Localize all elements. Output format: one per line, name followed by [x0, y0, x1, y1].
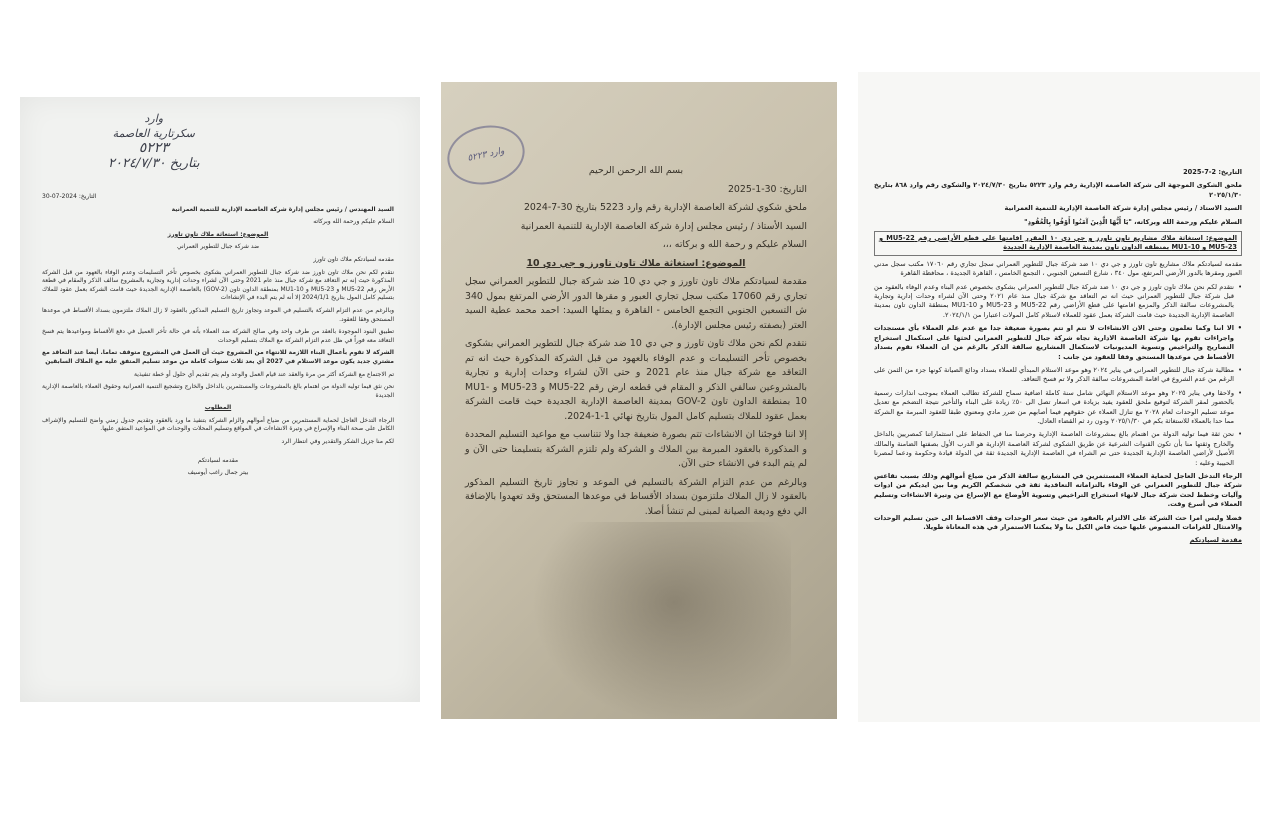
handwritten-number: ٥٢٢٣ — [138, 140, 169, 156]
closing: مقدمة لسيادتكم — [1189, 536, 1242, 545]
date-line: التاريخ: 2024-07-30 — [42, 193, 97, 200]
demands-title: المطلوب — [204, 404, 232, 412]
addressee: السيد المهندس / رئيس مجلس إدارة شركة العاصمة الإدارية للتنمية العمرانية — [171, 205, 394, 213]
point-5: • نحن ثقة فيما توليه الدولة من اهتمام بالغ بمشروعات العاصمة الإدارية وحرصنا منا في الحفاظ على استثماراتنا كمصريين بالداخل والخارج وثقتها منا بأن تكون القنوات الشرعية عن طريق الشكوى لشركة العاصمة الإدارية هو الدرب الأول بصفتها الضامنة والمالك الأصيل لأراضي العاصمة الإدارية الجديدة حتى تم الشراء في العاصمة الإدارية الجديدة ثقة في الدولة قيادة وحكومة ودعما لمصرنا الحبيبة وعليه : — [874, 430, 1242, 468]
subject: الموضوع: استغاثة ملاك تاون تاورز و جي دي 10 — [526, 257, 746, 269]
basmala: بسم الله الرحمن الرحيم — [588, 165, 684, 176]
paragraph-1: نتقدم لكم نحن ملاك تاون تاورز ضد شركة جبال للتطوير العمراني بشكوى بخصوص تأخر التسليمات وعدم الوفاء بالعهود من قبل الشركة المذكورة حيث إنه تم التعاقد مع شركة جبال منذ عام 2021 وحتى الآن لشراء وحدات إدارية وتجارية بالمشروع سالف الذكر والمقام في قطعة الأرض رقم MU5-22 و MU5-23 و MU1-10 بمنطقة الداون تاون (GOV-2) بالعاصمة الإدارية الجديدة حيث قامت الشركة بعمل عقود للملاك بتسليم كامل المول بتاريخ 2024/1/1 إلا أنه لم يتم البدء في الإنشاءات — [42, 268, 394, 302]
receipt-stamp: وارد ٥٢٢٣ — [442, 119, 530, 192]
paragraph-4: وبالرغم من عدم التزام الشركة بالتسليم في الموعد و تجاوز تاريخ التسليم المذكور بالعقود لا زال الملاك ملتزمون بسداد الأقساط في موعدها المستحق وقد تعهدوا بالإضافة الي دفع وديعة الصيانة لمبنى لم تنشأ أصلا. — [465, 476, 807, 517]
point-3: • مطالبة شركة جبال للتطوير العمراني في يناير ٢٠٢٤ وهو موعد الاستلام المبدأي للعملاء بسداد ودائع الصيانة كونها جزء من الثمن على الرغم من عدم الشروع في اقامة المشروعات سالفة الذكر ولا تم فسخ التعاقد. — [874, 366, 1242, 385]
addressee: السيد الأستاذ / رئيس مجلس إدارة شركة العاصمة الإدارية للتنمية العمرانية — [520, 220, 807, 232]
paragraph-5: تم الاجتماع مع الشركة أكثر من مرة والعقد عند قيام العمل والوعد ولم يتم تقديم أي حلول أو خطة تنفيذية — [134, 370, 394, 378]
paragraph-4: الشركة لا تقوم بأعمال البناء اللازمة للانتهاء من المشروع حيث أن العمل في المشروع متوقف تماما. أيضا عند التعاقد مع مشتري جديد يكون موعد الاستلام في 2027 أي بعد ثلاث سنوات كاملة من موعد تسليم المتفق عليه مع الملاك السابقين — [42, 349, 394, 365]
greeting: السلام عليكم ورحمة الله وبركاته — [313, 218, 394, 226]
subject: الموضوع: استغاثة ملاك تاون تاورز — [167, 230, 269, 238]
paragraph-1: مقدمة لسيادتكم ملاك تاون تاورز و جي دي 10 ضد شركة جبال للتطوير العمراني سجل تجاري رقم 17060 مكتب سجل تجاري العبور و مقرها الدور الأرضي المرتفع بمول 340 ش التسعين الجنوبي التجمع الخامس - القاهرة و يمثلها السيد: احمد محمد عطية السيد العتر (بصفته رئيس مجلس الإدارة). — [465, 276, 807, 331]
paragraph-3: إلا اننا فوجئنا ان الانشاءات تتم بصورة ضعيفة جدا ولا تتناسب مع مواعيد التسليم المحددة و المذكورة بالعقود المبرمة بين الملاك و الشركة ولم تلتزم الشركة بتسليمنا حتى الآن و لم يتم البدء في الانشاء حتى الآن. — [465, 429, 807, 469]
greeting: السلام عليكم ورحمة الله وبركاته، "يَا أَيُّهَا الَّذِينَ آمَنُوا أَوْفُوا بِالْعُقُودِ" — [1024, 217, 1242, 226]
subject: الموضوع: استغاثة ملاك مشاريع تاون تاورز و جي دي ١٠ المقرر اقامتها على قطع الأراضي رقم MU5-22 و MU5-23 و MU1-10 بمنطقه الداون تاون بمدينة العاصمة الإدارية الجديدة — [874, 231, 1242, 256]
shadow-overlay — [531, 522, 791, 719]
paragraph-2: وبالرغم من عدم التزام الشركة بالتسليم في الموعد وتجاوز تاريخ التسليم المذكور بالعقود لا زال الملاك ملتزمون بسداد الأقساط في موعدها المستحق وفقا للعقود. — [42, 306, 394, 323]
complaint-page-3 — [858, 72, 1260, 722]
complaint-page-1 — [20, 97, 420, 702]
paragraph-6: نحن نثق فيما توليه الدولة من اهتمام بالغ بالمشروعات والمستثمرين بالداخل والخارج وتشجيع التنمية العمرانية وحقوق العملاء بالعاصمة الإدارية الجديدة — [42, 383, 394, 399]
handwritten-receipt-note — [108, 111, 200, 171]
greeting: السلام عليكم و رحمة الله و بركاته ،،، — [662, 239, 807, 250]
handwritten-date: بتاريخ ٢٠٢٤/٧/٣٠ — [108, 156, 200, 171]
date-line: التاريخ: 2-7-2025 — [1183, 168, 1242, 176]
point-1: • نتقدم لكم نحن ملاك تاون تاورز و جي دي ١٠ ضد شركة جبال للتطوير العمراني بشكوى بخصوص عدم البناء وعدم الوفاء بالعقود من قبل شركة جبال للتطوير العمراني حيث انه تم التعاقد مع شركة جبال منذ عام ٢٠٢١ وحتى الآن لشراء وحدات إدارية وتجارية بالمشروعات سالفة الذكر والمزمع اقامتها على قطع الأراضي رقم MU5-22 و MU5-23 و MU1-10 بمنطقة الداون تاون بمدينة العاصمة الإدارية الجديدة حيث قامت الشركة بعمل عقود للعملاء لاستلام كامل المولات اعتبارا من ٢٠٢٤/١/١. — [874, 283, 1242, 321]
demands-text: الرجاء التدخل العاجل لحماية المستثمرين من ضياع أموالهم والزام الشركة بتنفيذ ما ورد بالعقود وتقديم جدول زمني واضح للتسليم والإشراف الكامل على صحة البناء والإسراع في وتيرة الانشاءات في المواقع وتسليم المحلات والوحدات في المواعيد المتفق عليها. — [42, 416, 394, 433]
reference-line: ملحق شكوي لشركة العاصمة الإدارية رقم وارد 5223 بتاريخ 30-7-2024 — [523, 202, 807, 213]
handwritten-incoming: وارد — [144, 112, 164, 125]
intro: مقدمه لسيادتكم ملاك مشاريع تاون تاورز و جي دي ١٠ ضد شركة جبال للتطوير العمراني سجل تجاري رقم ١٧٠٦٠ مكتب سجل مدني العبور ومقرها بالدور الأرضي المرتفع، مول ٣٤٠ ، شارع التسعين الجنوبي ، التجمع الخامس ، القاهرة الجديدة ، محافظة القاهرة — [874, 259, 1242, 278]
point-4: • ولاحقا وفي يناير ٢٠٢٥ وهو موعد الاستلام النهائي شامل سنة كاملة اضافية سماح للشركة تطالب العملاء بموجب انذارات رسمية بالحضور لمقر الشركة لتوقيع ملحق للعقود يفيد بزيادة في اسعار تصل الى ٥٠٪ زيادة على البناء والتأخير نتيجة التضخم مع تعديل موعد تسليم الوحدات لعام ٢٠٢٨ مع تنازل العملاء عن حقوقهم فيما أصابهم من ضرر مادي ومعنوي طبقا للعقود المبرمة مع الشركة مما حدا بالعملاء للاستغاثة بكم في ٢٠٢٥/١/٣٠ ودون رد ثم القضاء العادل. — [874, 389, 1242, 427]
closing: مقدمه لسيادتكم — [197, 456, 239, 464]
paragraph-2: نتقدم لكم نحن ملاك تاون تاورز و جي دي 10 ضد شركة جبال للتطوير العمراني بشكوى بخصوص تأخر التسليمات و عدم الوفاء بالعهود من قبل الشركة المذكورة حيث انه تم التعاقد مع شركة جبال منذ عام 2021 و حتى الآن لشراء وحدات إدارية و تجارية بالمشروعين سالفي الذكر و المقام في قطعه ارض رقم MU5-22 و MU5-23 و MU1-10 بمنطقة الداون تاون GOV-2 بمدينة العاصمة الإدارية الجديدة حيث قامت الشركة بعمل عقود للملاك بتسليم كامل المول بتاريخ نهائي 1-1-2024. — [465, 338, 807, 422]
thanks-line: لكم منا جزيل الشكر والتقدير وفي انتظار الرد — [281, 438, 394, 446]
signature: بيتر جمال راغب أيوسيف — [187, 469, 249, 477]
demand-a: الرجاء التدخل العاجل لحماية العملاء المستثمرين في المشاريع سالفة الذكر من ضياع أموالهم وذلك بسبب تقاعس شركة جبال للتطوير العمراني عن الوفاء بالتزاماته التعاقدية ثقة في شخصكم الكريم وما بين ايديكم من ادوات وآليات وخطط لحث شركة جبال لانهاء استخراج التراخيص وتسوية الأوضاع مع الإسراع من وتيرة الانشاءات وتسليم العملاء في أسرع وقت. — [874, 471, 1242, 509]
subject-line-2: ضد شركة جبال للتطوير العمراني — [176, 243, 260, 251]
addressee: السيد الاستاذ / رئيس مجلس إدارة شركة العاصمة الإدارية للتنمية العمرانية — [1004, 204, 1242, 213]
date-line: التاريخ: 30-1-2025 — [727, 183, 807, 195]
paragraph-3: تطبيق البنود الموجودة بالعقد من طرف واحد وفي صالح الشركة ضد العملاء بأنه في حالة تأخر العميل في دفع الأقساط ومواعيدها يتم فسخ التعاقد معه فوراً في ظل عدم التزام الشركة مع الملاك بتسليم الوحدات — [42, 328, 394, 344]
intro: مقدمه لسيادتكم ملاك تاون تاورز — [313, 255, 394, 263]
demand-b: فضلا وليس امرا حث الشركة على الالتزام بالعقود من حيث سعر الوحدات وقف الاقساط الى حين تسليم الوحدات والامتثال للغرامات المنصوص عليها حيث فاض الكيل بنا ولا يمكننا الاستمرار في هذه المعاناة طويلا. — [874, 513, 1242, 531]
point-2: • الا اننا وكما تعلمون وحتى الان الانشاءات لا تتم او تتم بصورة ضعيفة جدا مع عدم علم العملاء بأي مستجدات واجراءات تقوم بها شركة العاصمة الادارية تجاه شركة جبال للتطوير العمراني لحثها على استكمال استخراج التصاريح والتراخيص وتسوية المديونيات لاستكمال المشاريع سالفة الذكر بالرغم من ان العملاء تقوم بسداد الأقساط في موعدها المستحق وفقا للعقود من جانب : — [874, 324, 1242, 362]
complaint-page-2 — [441, 82, 837, 719]
reference-line: ملحق الشكوى الموجهة الى شركة العاصمه الإدارية رقم وارد ٥٢٢٣ بتاريخ ٢٠٢٤/٧/٣٠ والشكوى رقم وارد ٨٦٨ بتاريخ ٢٠٢٥/١/٣٠ — [874, 181, 1242, 199]
handwritten-secretariat: سكرتارية العاصمة — [112, 127, 195, 140]
